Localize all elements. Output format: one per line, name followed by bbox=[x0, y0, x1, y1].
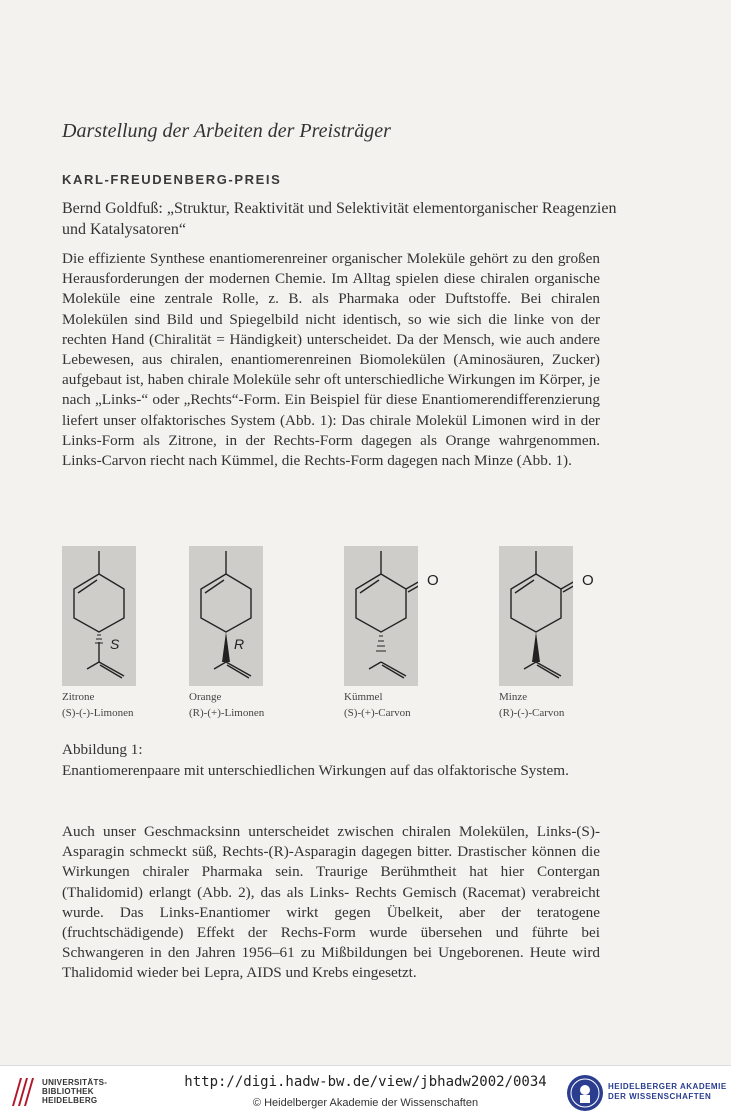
molecule-s-carvon bbox=[344, 546, 418, 686]
section-title: Darstellung der Arbeiten der Preisträger bbox=[62, 120, 391, 142]
ketone-label-1: O bbox=[427, 572, 439, 589]
paragraph-intro: Die effiziente Synthese enantiomerenreiner organischer Moleküle gehört zu den großen Herausforderungen der modernen Chemie. Im Alltag spielen diese chiralen organische Moleküle eine zentrale Rolle, z. B. als Pharmaka oder Duftstoffe. Bei chiralen Molekülen sind Bild und Spiegelbild nicht identisch, so wie sich die linke von der rechten Hand (Chiralität = Händigkeit) unterscheidet. Da der Mensch, wie auch andere Lebewesen, aus chiralen, enantiomerenreinen Biomolekülen (Aminosäuren, Zucker) aufgebaut ist, haben chirale Moleküle sehr oft unterschiedliche Wirkungen im Körper, je nach „Links-“ oder „Rechts“-Form. Ein Beispiel für diese Enantiomerendifferenzierung liefert unser olfaktorisches System (Abb. 1): Das chirale Molekül Limonen wird in der Links-Form als Zitrone, in der Rechts-Form dagegen als Orange wahrgenommen. Links-Carvon riecht nach Kümmel, die Rechts-Form dagegen nach Minze (Abb. 1). bbox=[62, 250, 600, 470]
stereo-label: R bbox=[234, 636, 245, 652]
caption-minze: Minze (R)-(-)-Carvon bbox=[499, 691, 565, 719]
figure-label: Abbildung 1: bbox=[62, 741, 143, 758]
molecule-r-carvon bbox=[499, 546, 573, 686]
copyright-notice: © Heidelberger Akademie der Wissenschaften bbox=[252, 1097, 479, 1109]
academy-seal-icon[interactable] bbox=[566, 1074, 604, 1112]
molecule-r-limonen bbox=[189, 546, 263, 686]
document-url-link[interactable]: http://digi.hadw-bw.de/view/jbhadw2002/0034 bbox=[184, 1074, 547, 1090]
prize-heading: KARL-FREUDENBERG-PREIS bbox=[62, 172, 282, 187]
stereo-label: S bbox=[110, 636, 120, 652]
university-library-name: UNIVERSITÄTS- BIBLIOTHEK HEIDELBERG bbox=[42, 1078, 108, 1105]
figure-1 bbox=[62, 546, 622, 726]
figure-caption: Enantiomerenpaare mit unterschiedlichen Wirkungen auf das olfaktorische System. bbox=[62, 762, 569, 779]
footer-bar bbox=[0, 1065, 731, 1120]
paragraph-taste: Auch unser Geschmacksinn unterscheidet zwischen chiralen Molekülen, Links-(S)-Asparagin schmeckt süß, Rechts-(R)-Asparagin dagegen bitter. Drastischer können die Wirkungen chiraler Pharmaka sein. Traurige Berühmtheit hat hier Contergan (Thalidomid) erlangt (Abb. 2), das als Links- Rechts Gemisch (Racemat) verabreicht wurde. Das Links-Enantiomer wirkt gegen Übelkeit, aber der teratogene (fruchtschädigende) Effekt der Rechs-Form wurde übersehen und führte bei Schwangeren in den Jahren 1956–61 zu Mißbildungen bei Ungeborenen. Heute wird Thalidomid wieder bei Lepra, AIDS und Krebs eingesetzt. bbox=[62, 823, 600, 982]
molecule-s-limonen bbox=[62, 546, 136, 686]
ketone-label-2: O bbox=[582, 572, 594, 589]
caption-kuemmel: Kümmel (S)-(+)-Carvon bbox=[344, 691, 411, 719]
caption-orange: Orange (R)-(+)-Limonen bbox=[189, 691, 265, 719]
academy-name: HEIDELBERGER AKADEMIE DER WISSENSCHAFTEN bbox=[608, 1082, 727, 1101]
caption-zitrone: Zitrone (S)-(-)-Limonen bbox=[62, 691, 134, 719]
article-subtitle: Bernd Goldfuß: „Struktur, Reaktivität und Selektivität elementorganischer Reagenzien und Katalysatoren“ bbox=[62, 200, 617, 238]
